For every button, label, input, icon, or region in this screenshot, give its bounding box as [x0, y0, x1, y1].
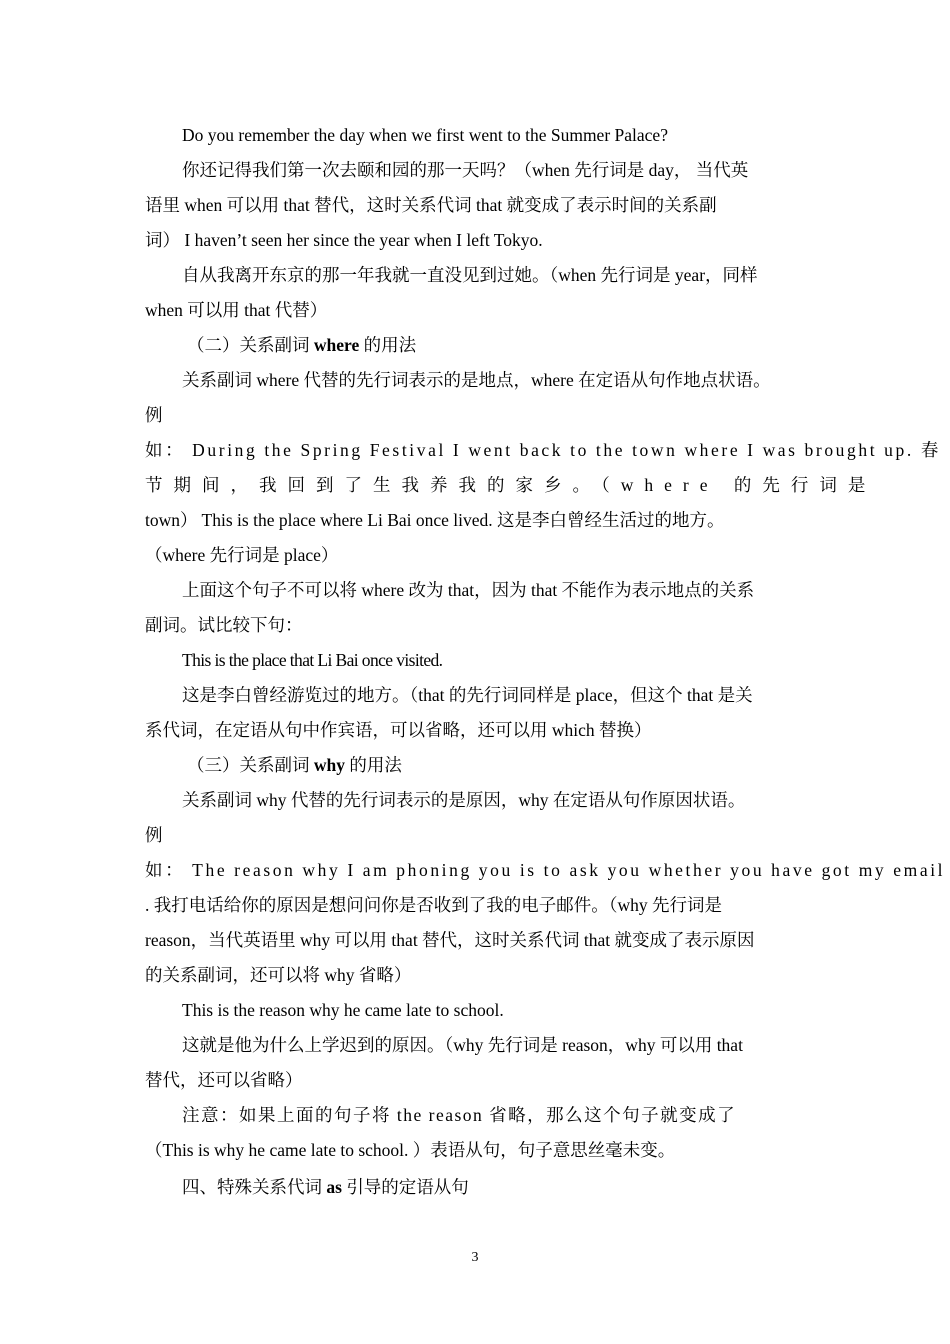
example-sentence-when-1: Do you remember the day when we first went to the Summer Palace?: [182, 125, 668, 145]
example-sentence-where-2: town） This is the place where Li Bai once lived. 这是李白曾经生活过的地方。: [145, 510, 725, 530]
paragraph-line: 关系副词 where 代替的先行词表示的是地点，where 在定语从句作地点状语。: [182, 370, 771, 390]
translation-why-2: 这就是他为什么上学迟到的原因。（why 先行词是 reason，why 可以用 that: [182, 1035, 743, 1055]
example-sentence-when-2: 词） I haven’t seen her since the year when I left Tokyo.: [145, 230, 543, 250]
page-number: 3: [471, 1250, 479, 1265]
paragraph-line: 的关系副词，还可以将 why 省略）: [145, 965, 412, 985]
paragraph-line: 系代词，在定语从句中作宾语，可以省略，还可以用 which 替换）: [145, 720, 652, 740]
note-paragraph: 注意：如果上面的句子将 the reason 省略，那么这个句子就变成了: [182, 1105, 737, 1125]
translation-when-1: 你还记得我们第一次去颐和园的那一天吗？（when 先行词是 day， 当代英: [182, 160, 749, 180]
paragraph-line: 例: [145, 825, 163, 845]
paragraph-line: 副词。试比较下句：: [145, 615, 303, 635]
paragraph-line: （where 先行词是 place）: [145, 545, 339, 565]
paragraph-line: （This is why he came late to school. ）表语从句，句子意思丝毫未变。: [145, 1140, 676, 1160]
paragraph-line: 语里 when 可以用 that 替代，这时关系代词 that 就变成了表示时间的关系副: [145, 195, 717, 215]
paragraph-line: 上面这个句子不可以将 where 改为 that，因为 that 不能作为表示地点的关系: [182, 580, 755, 600]
paragraph-line: reason，当代英语里 why 可以用 that 替代，这时关系代词 that 就变成了表示原因: [145, 930, 755, 950]
example-sentence-why-2: This is the reason why he came late to school.: [182, 1000, 504, 1020]
paragraph-line: 替代，还可以省略）: [145, 1070, 303, 1090]
section-heading-why: （三）关系副词 why 的用法: [187, 755, 402, 775]
translation-why-1: . 我打电话给你的原因是想问问你是否收到了我的电子邮件。（why 先行词是: [145, 895, 723, 915]
translation-where-1: 节期间，我回到了生我养我的家乡。（where 的先行词是: [145, 475, 877, 495]
paragraph-line: 例: [145, 405, 163, 425]
example-sentence-that: This is the place that Li Bai once visited.: [182, 650, 443, 670]
example-sentence-why-1: 如： The reason why I am phoning you is to ask you whether you have got my email: [145, 860, 946, 880]
paragraph-line: 关系副词 why 代替的先行词表示的是原因，why 在定语从句作原因状语。: [182, 790, 746, 810]
example-sentence-where-1: 如： During the Spring Festival I went back to the town where I was brought up. 春: [145, 440, 941, 460]
translation-that: 这是李白曾经游览过的地方。（that 的先行词同样是 place，但这个 that 是关: [182, 685, 753, 705]
translation-when-2: 自从我离开东京的那一年我就一直没见到过她。（when 先行词是 year，同样: [182, 265, 758, 285]
section-heading-as: 四、特殊关系代词 as 引导的定语从句: [182, 1177, 469, 1197]
section-heading-where: （二）关系副词 where 的用法: [187, 335, 417, 355]
paragraph-line: when 可以用 that 代替）: [145, 300, 328, 320]
